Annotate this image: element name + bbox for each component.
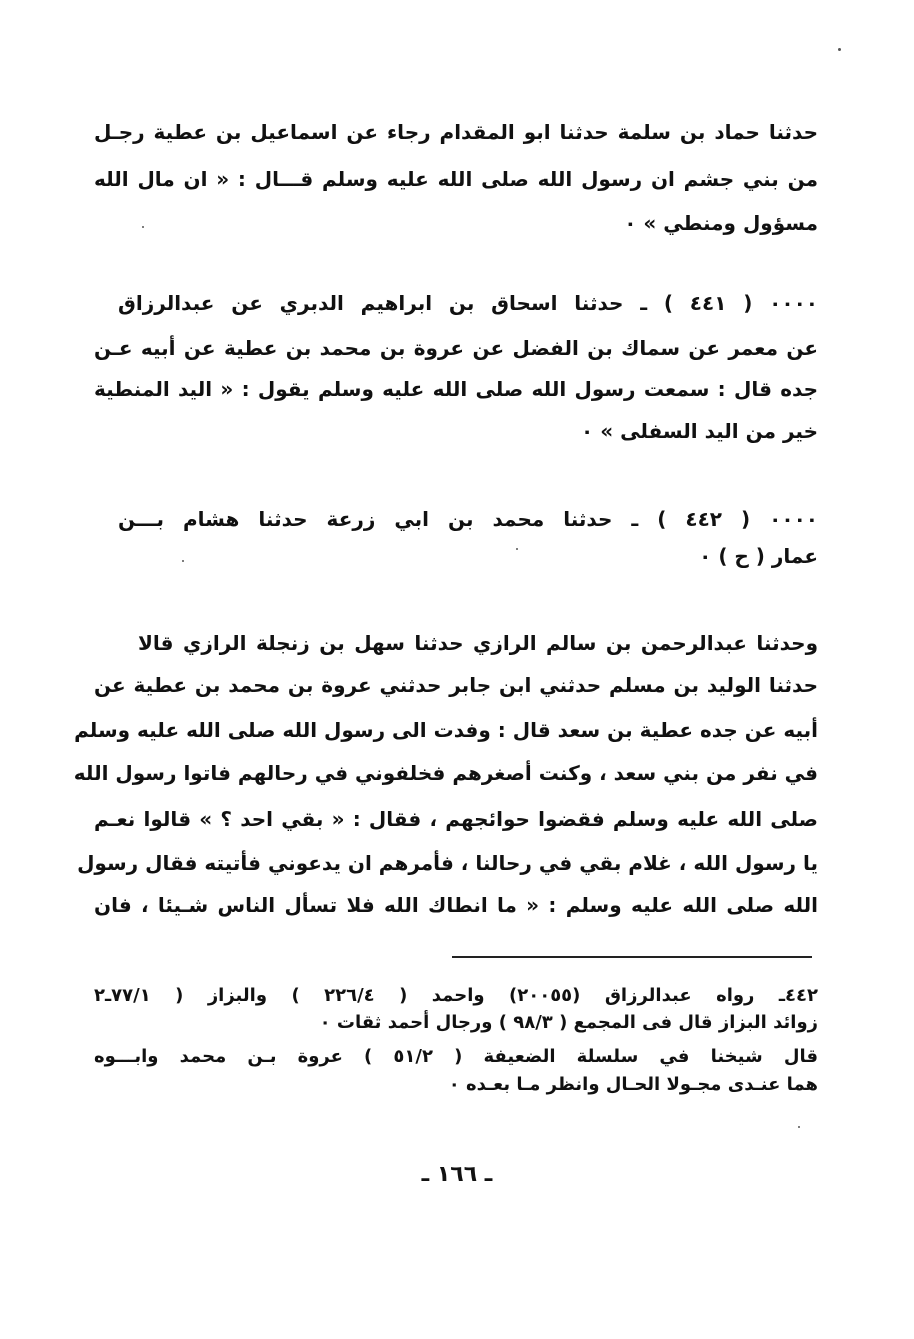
footnote-line: ٤٤٢ـ رواه عبدالرزاق (٢٠٠٥٥) واحمد ( ٢٢٦/٤ ) والبزاز ( ٧٧/١ـ٢	[94, 985, 818, 1006]
scan-speck	[838, 48, 841, 51]
text-line: صلى الله عليه وسلم فقضوا حوائجهم ، فقال : « بقي احد ؟ » قالوا نعـم	[94, 807, 818, 831]
footnote-line: زوائد البزاز قال فى المجمع ( ٩٨/٣ ) ورجال أحمد ثقات ٠	[319, 1012, 818, 1033]
text-line: الله صلى الله عليه وسلم : « ما انطاك الله فلا تسأل الناس شـيئا ، فان	[94, 893, 818, 917]
text-line: حدثنا الوليد بن مسلم حدثني ابن جابر حدثني عروة بن محمد بن عطية عن	[94, 673, 818, 697]
scan-speck	[798, 1126, 800, 1128]
scan-speck	[516, 548, 518, 550]
footnote-separator	[452, 956, 812, 958]
hadith-441-heading: ٠٠٠٠ ( ٤٤١ ) ـ حدثنا اسحاق بن ابراهيم الدبري عن عبدالرزاق	[118, 291, 818, 315]
footnote-line: قال شيخنا في سلسلة الضعيفة ( ٥١/٢ ) عروة بـن محمد وابـــوه	[94, 1046, 818, 1067]
text-line: مسؤول ومنطي » ٠	[624, 211, 818, 235]
footnote-line: هما عنـدى مجـولا الحـال وانظر مـا بعـده ٠	[448, 1074, 818, 1095]
text-line: حدثنا حماد بن سلمة حدثنا ابو المقدام رجاء عن اسماعيل بن عطية رجـل	[94, 120, 818, 144]
text-line: وحدثنا عبدالرحمن بن سالم الرازي حدثنا سهل بن زنجلة الرازي قالا	[138, 631, 818, 655]
text-line: عمار ( ح ) ٠	[699, 544, 818, 568]
text-line: يا رسول الله ، غلام بقي في رحالنا ، فأمرهم ان يدعوني فأتيته فقال رسول	[77, 851, 818, 875]
text-line: خير من اليد السفلى » ٠	[581, 419, 818, 443]
text-line: جده قال : سمعت رسول الله صلى الله عليه وسلم يقول : « اليد المنطية	[94, 377, 818, 401]
text-line: من بني جشم ان رسول الله صلى الله عليه وسلم قـــال : « ان مال الله	[94, 167, 818, 191]
text-line: أبيه عن جده عطية بن سعد قال : وفدت الى رسول الله صلى الله عليه وسلم	[74, 718, 818, 742]
text-line: عن معمر عن سماك بن الفضل عن عروة بن محمد بن عطية عن أبيه عـن	[94, 336, 818, 360]
page-number: ـ ١٦٦ ـ	[421, 1162, 493, 1187]
scan-speck	[182, 560, 184, 562]
hadith-442-heading: ٠٠٠٠ ( ٤٤٢ ) ـ حدثنا محمد بن ابي زرعة حدثنا هشام بـــن	[118, 507, 818, 531]
text-line: في نفر من بني سعد ، وكنت أصغرهم فخلفوني في رحالهم فاتوا رسول الله	[73, 761, 818, 785]
scan-speck	[142, 226, 144, 228]
